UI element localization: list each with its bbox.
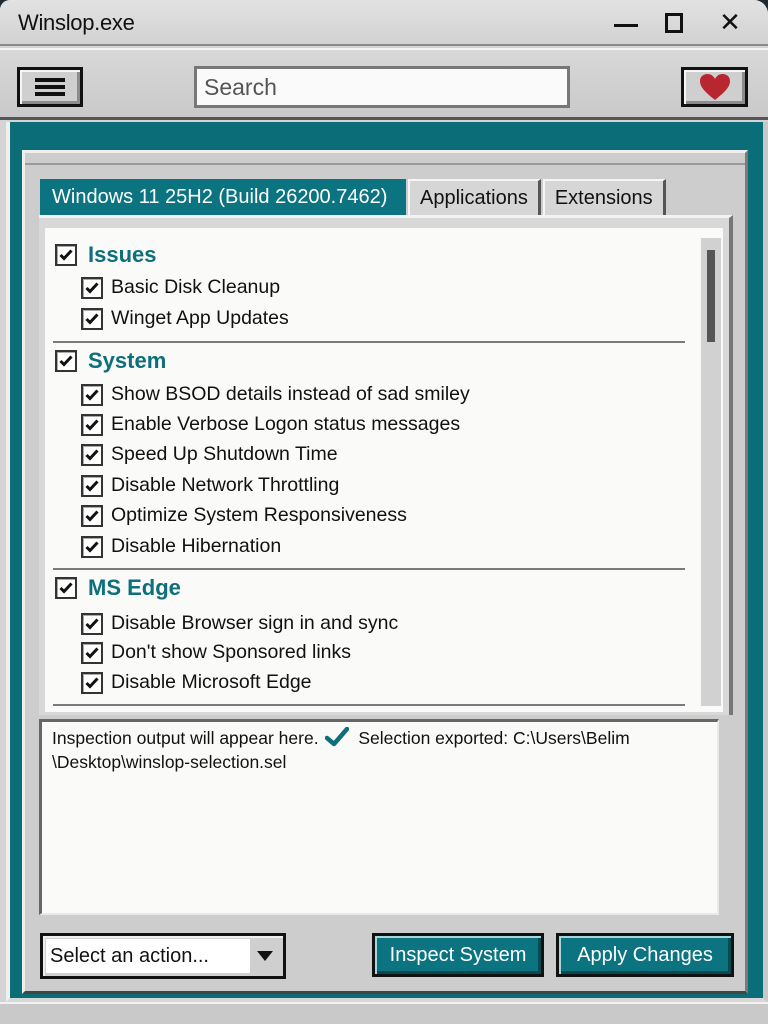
action-select[interactable] [40, 933, 286, 979]
title-bar[interactable] [0, 0, 768, 46]
group-system[interactable] [55, 348, 166, 374]
search-box [194, 66, 570, 108]
item-checkbox[interactable] [81, 384, 103, 406]
group-checkbox[interactable] [55, 244, 77, 266]
item-checkbox[interactable] [81, 642, 103, 664]
checkmark-icon [85, 282, 99, 294]
list-item[interactable] [81, 383, 470, 406]
chevron-down-icon [257, 951, 273, 961]
search-input[interactable] [197, 69, 567, 105]
checkmark-icon [85, 647, 99, 659]
maximize-icon [665, 13, 683, 33]
export-status-text: Selection exported: C:\Users\Belim [358, 728, 630, 748]
checkmark-icon [85, 618, 99, 630]
item-label: Show BSOD details instead of sad smiley [111, 383, 470, 405]
list-item[interactable] [81, 443, 338, 466]
item-checkbox[interactable] [81, 308, 103, 330]
list-item[interactable] [81, 671, 312, 694]
item-label: Winget App Updates [111, 307, 289, 329]
checkmark-icon [85, 541, 99, 553]
list-item[interactable] [81, 474, 339, 497]
item-checkbox[interactable] [81, 444, 103, 466]
window-bottom-edge [0, 1002, 768, 1024]
list-item[interactable] [81, 641, 351, 664]
checkmark-icon [59, 355, 73, 367]
group-separator [53, 341, 685, 343]
group-checkbox[interactable] [55, 577, 77, 599]
item-checkbox[interactable] [81, 414, 103, 436]
item-label: Enable Verbose Logon status messages [111, 413, 461, 435]
close-button[interactable] [712, 8, 748, 38]
inspection-output[interactable] [39, 719, 719, 915]
group-separator [53, 568, 685, 570]
item-checkbox[interactable] [81, 536, 103, 558]
checkmark-icon [85, 449, 99, 461]
item-label: Disable Browser sign in and sync [111, 612, 399, 634]
apply-changes-button[interactable]: Apply Changes [556, 933, 734, 977]
checkmark-icon [85, 313, 99, 325]
list-item[interactable] [81, 276, 280, 299]
tab-extensions[interactable]: Extensions [543, 179, 666, 216]
item-checkbox[interactable] [81, 505, 103, 527]
group-issues[interactable] [55, 242, 157, 268]
scrollbar-thumb[interactable] [707, 250, 715, 342]
export-path-text: \Desktop\winslop-selection.sel [52, 752, 287, 772]
item-label: Speed Up Shutdown Time [111, 443, 338, 465]
favorite-button[interactable] [681, 67, 748, 107]
checkmark-icon [85, 480, 99, 492]
item-label: Basic Disk Cleanup [111, 276, 281, 298]
hamburger-menu-icon [35, 78, 65, 96]
list-item[interactable] [81, 413, 460, 436]
panel-divider [25, 163, 745, 165]
group-checkbox[interactable] [55, 350, 77, 372]
list-item[interactable] [81, 307, 289, 330]
tweaks-list-frame [39, 215, 733, 715]
checkmark-icon [85, 510, 99, 522]
item-checkbox[interactable] [81, 672, 103, 694]
tab-applications[interactable]: Applications [408, 179, 541, 216]
minimize-icon [614, 24, 638, 27]
checkmark-icon [85, 419, 99, 431]
menu-button[interactable] [17, 67, 83, 107]
list-item[interactable] [81, 504, 407, 527]
output-placeholder-text: Inspection output will appear here. [52, 728, 319, 748]
maximize-button[interactable] [656, 8, 692, 38]
item-label: Optimize System Responsiveness [111, 504, 407, 526]
checkmark-icon [325, 727, 349, 747]
group-label: System [88, 348, 167, 373]
minimize-button[interactable] [608, 8, 644, 38]
item-label: Don't show Sponsored links [111, 641, 352, 663]
heart-icon [699, 73, 731, 101]
list-item[interactable] [81, 535, 281, 558]
close-icon: ✕ [719, 8, 741, 38]
checkmark-icon [59, 582, 73, 594]
item-label: Disable Network Throttling [111, 474, 340, 496]
item-checkbox[interactable] [81, 613, 103, 635]
tab-windows-build[interactable]: Windows 11 25H2 (Build 26200.7462) [40, 179, 406, 216]
checkmark-icon [85, 389, 99, 401]
tab-bar [40, 179, 668, 216]
group-label: MS Edge [88, 575, 181, 600]
tweaks-list [45, 228, 723, 712]
checkmark-icon [85, 677, 99, 689]
item-checkbox[interactable] [81, 475, 103, 497]
list-item[interactable] [81, 612, 398, 635]
main-panel [22, 150, 748, 994]
action-select-value: Select an action... [46, 939, 250, 973]
group-ms-edge[interactable] [55, 575, 181, 601]
window-title: Winslop.exe [18, 10, 135, 35]
item-label: Disable Hibernation [111, 535, 282, 557]
toolbar [0, 48, 768, 120]
group-label: Issues [88, 242, 157, 267]
checkmark-icon [59, 249, 73, 261]
group-separator [53, 704, 685, 706]
inspect-system-button[interactable]: Inspect System [372, 933, 544, 977]
list-scrollbar[interactable] [701, 238, 721, 706]
item-label: Disable Microsoft Edge [111, 671, 312, 693]
item-checkbox[interactable] [81, 277, 103, 299]
